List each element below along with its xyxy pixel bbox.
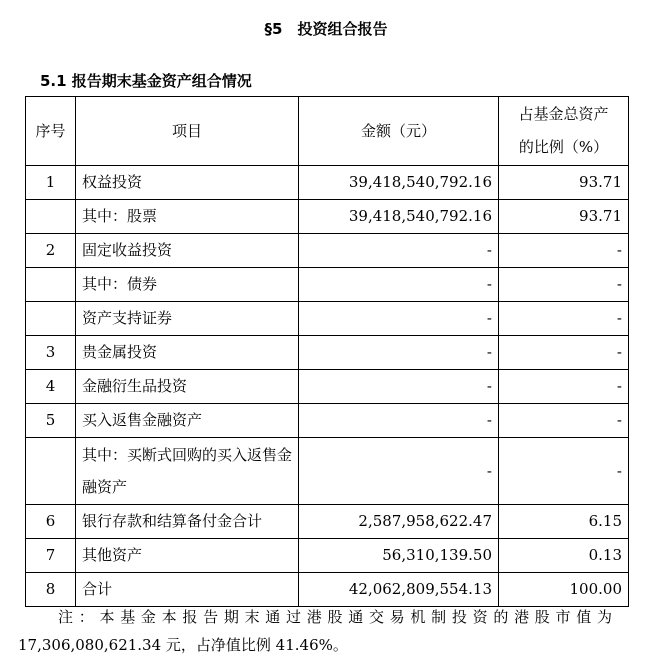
row-index bbox=[26, 438, 76, 505]
row-item: 其中：债券 bbox=[76, 268, 299, 302]
row-item: 买入返售金融资产 bbox=[76, 404, 299, 438]
row-percentage: 0.13 bbox=[499, 539, 629, 573]
row-percentage: 100.00 bbox=[499, 573, 629, 607]
row-index: 5 bbox=[26, 404, 76, 438]
table-row bbox=[26, 166, 629, 200]
table-row bbox=[26, 505, 629, 539]
row-item: 贵金属投资 bbox=[76, 336, 299, 370]
row-index: 6 bbox=[26, 505, 76, 539]
row-index: 4 bbox=[26, 370, 76, 404]
row-index: 1 bbox=[26, 166, 76, 200]
row-index: 8 bbox=[26, 573, 76, 607]
section-title: §5 投资组合报告 bbox=[264, 20, 388, 38]
table-row bbox=[26, 302, 629, 336]
row-percentage: - bbox=[499, 404, 629, 438]
header-pct-line1: 占基金总资产 bbox=[518, 105, 609, 123]
row-percentage: 6.15 bbox=[499, 505, 629, 539]
header-index: 序号 bbox=[26, 97, 76, 166]
row-amount: 39,418,540,792.16 bbox=[299, 200, 499, 234]
row-item: 银行存款和结算备付金合计 bbox=[76, 505, 299, 539]
table-note bbox=[18, 603, 612, 659]
asset-portfolio-table bbox=[25, 96, 629, 607]
table-row bbox=[26, 539, 629, 573]
header-pct-line2: 的比例（%） bbox=[518, 138, 609, 156]
header-item: 项目 bbox=[76, 97, 299, 166]
header-amount: 金额（元） bbox=[299, 97, 499, 166]
table-row bbox=[26, 573, 629, 607]
row-amount: - bbox=[299, 438, 499, 505]
row-amount: 42,062,809,554.13 bbox=[299, 573, 499, 607]
row-percentage: - bbox=[499, 234, 629, 268]
row-percentage: - bbox=[499, 370, 629, 404]
row-item: 固定收益投资 bbox=[76, 234, 299, 268]
row-amount: 56,310,139.50 bbox=[299, 539, 499, 573]
table-header-row bbox=[26, 97, 629, 166]
row-index bbox=[26, 268, 76, 302]
table-row bbox=[26, 336, 629, 370]
row-item: 权益投资 bbox=[76, 166, 299, 200]
row-amount: - bbox=[299, 404, 499, 438]
table-row bbox=[26, 200, 629, 234]
table-row bbox=[26, 268, 629, 302]
row-percentage: - bbox=[499, 336, 629, 370]
row-item: 金融衍生品投资 bbox=[76, 370, 299, 404]
row-percentage: 93.71 bbox=[499, 200, 629, 234]
row-index: 2 bbox=[26, 234, 76, 268]
table-row bbox=[26, 234, 629, 268]
row-index bbox=[26, 302, 76, 336]
row-amount: - bbox=[299, 336, 499, 370]
row-amount: 2,587,958,622.47 bbox=[299, 505, 499, 539]
row-index: 7 bbox=[26, 539, 76, 573]
row-amount: 39,418,540,792.16 bbox=[299, 166, 499, 200]
row-percentage: - bbox=[499, 268, 629, 302]
note-line-2: 17,306,080,621.34 元，占净值比例 41.46%。 bbox=[18, 636, 348, 654]
table-row bbox=[26, 404, 629, 438]
row-item: 资产支持证券 bbox=[76, 302, 299, 336]
row-amount: - bbox=[299, 370, 499, 404]
row-percentage: - bbox=[499, 438, 629, 505]
row-index: 3 bbox=[26, 336, 76, 370]
note-line-1: 注：本基金本报告期末通过港股通交易机制投资的港股市值为 bbox=[58, 608, 612, 626]
row-index bbox=[26, 200, 76, 234]
row-amount: - bbox=[299, 302, 499, 336]
subsection-title: 5.1 报告期末基金资产组合情况 bbox=[40, 72, 252, 90]
row-item: 其中：股票 bbox=[76, 200, 299, 234]
row-amount: - bbox=[299, 234, 499, 268]
row-amount: - bbox=[299, 268, 499, 302]
row-item: 其中：买断式回购的买入返售金融资产 bbox=[76, 438, 299, 505]
row-item: 合计 bbox=[76, 573, 299, 607]
table-row bbox=[26, 438, 629, 505]
row-item: 其他资产 bbox=[76, 539, 299, 573]
row-percentage: 93.71 bbox=[499, 166, 629, 200]
table-row bbox=[26, 370, 629, 404]
row-percentage: - bbox=[499, 302, 629, 336]
header-percentage bbox=[499, 97, 629, 166]
